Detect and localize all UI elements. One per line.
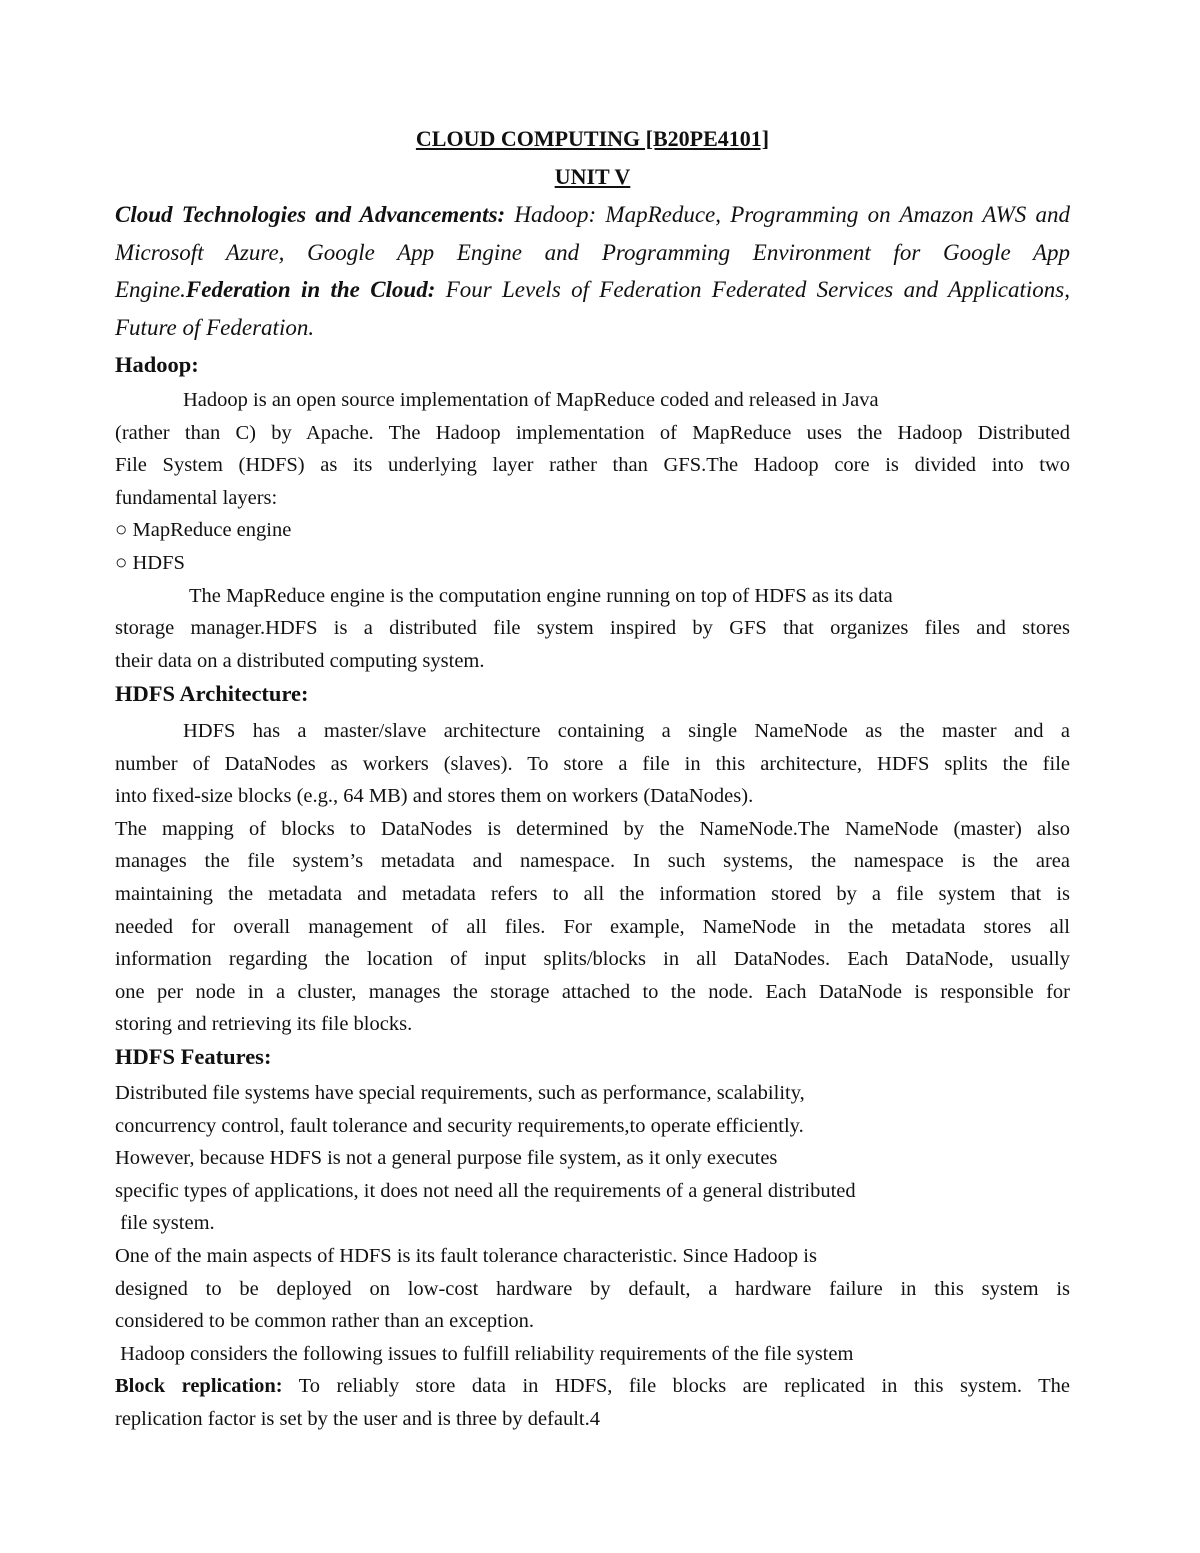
hadoop-body <box>115 384 1070 677</box>
text-line: manages the file system’s metadata and namespace. In such systems, the namespace is the area <box>115 850 1070 873</box>
architecture-heading: HDFS Architecture: <box>115 681 309 706</box>
text-line: one per node in a cluster, manages the storage attached to the node. Each DataNode is responsible for <box>115 980 1070 1003</box>
text-line: The mapping of blocks to DataNodes is determined by the NameNode.The NameNode (master) also <box>115 817 1070 840</box>
text-line: replication factor is set by the user and is three by default.4 <box>115 1407 601 1430</box>
text-line: concurrency control, fault tolerance and security requirements,to operate efficiently. <box>115 1114 804 1137</box>
features-body <box>115 1077 1070 1436</box>
list-item: ○ HDFS <box>115 551 185 574</box>
text-line: However, because HDFS is not a general purpose file system, as it only executes <box>115 1147 778 1170</box>
text-line: storing and retrieving its file blocks. <box>115 1013 413 1036</box>
syllabus-lead-1: Cloud Technologies and Advancements: <box>115 202 506 227</box>
text-line: designed to be deployed on low-cost hardware by default, a hardware failure in this system is <box>115 1277 1070 1300</box>
text-line: File System (HDFS) as its underlying layer rather than GFS.The Hadoop core is divided into two <box>115 454 1070 477</box>
features-heading: HDFS Features: <box>115 1044 272 1069</box>
architecture-body <box>115 715 1070 1041</box>
text-line: needed for overall management of all files. For example, NameNode in the metadata stores all <box>115 915 1070 938</box>
block-replication-text: To reliably store data in HDFS, file blocks are replicated in this system. The <box>282 1375 1070 1398</box>
hadoop-heading: Hadoop: <box>115 352 199 377</box>
text-line: number of DataNodes as workers (slaves). To store a file in this architecture, HDFS splits the file <box>115 752 1070 775</box>
text-line: specific types of applications, it does not need all the requirements of a general distributed <box>115 1179 856 1202</box>
syllabus-text-2: Four Levels of Federation Federated Services and Applications, Future of Federation. <box>115 277 1070 340</box>
course-title: CLOUD COMPUTING [B20PE4101] <box>415 126 770 151</box>
syllabus-lead-2: Federation in the Cloud: <box>185 277 436 302</box>
text-line: fundamental layers: <box>115 486 278 509</box>
text-line: file system. <box>115 1212 215 1235</box>
text-line: One of the main aspects of HDFS is its fault tolerance characteristic. Since Hadoop is <box>115 1244 817 1267</box>
text-line: storage manager.HDFS is a distributed file system inspired by GFS that organizes files and stores <box>115 617 1070 640</box>
text-line: maintaining the metadata and metadata refers to all the information stored by a file system that is <box>115 882 1070 905</box>
text-line: Hadoop considers the following issues to fulfill reliability requirements of the file system <box>115 1342 854 1365</box>
text-line: into fixed-size blocks (e.g., 64 MB) and stores them on workers (DataNodes). <box>115 785 754 808</box>
text-line: Hadoop is an open source implementation of MapReduce coded and released in Java <box>183 389 879 411</box>
list-item: ○ MapReduce engine <box>115 519 292 542</box>
unit-title: UNIT V <box>554 164 631 189</box>
unit-syllabus <box>115 196 1070 346</box>
syllabus-text-1: Hadoop: MapReduce, Programming on Amazon AWS and Microsoft Azure, Google App Engine and Programming Environment for Google App Engine. <box>115 202 1070 302</box>
text-line: considered to be common rather than an exception. <box>115 1310 534 1333</box>
text-line: information regarding the location of input splits/blocks in all DataNodes. Each DataNode, usually <box>115 948 1070 971</box>
text-line: The MapReduce engine is the computation engine running on top of HDFS as its data <box>189 584 893 607</box>
text-line: Distributed file systems have special requirements, such as performance, scalability, <box>115 1082 805 1104</box>
text-line: their data on a distributed computing system. <box>115 649 485 672</box>
text-line: HDFS has a master/slave architecture containing a single NameNode as the master and a <box>183 720 1070 742</box>
text-line: (rather than C) by Apache. The Hadoop implementation of MapReduce uses the Hadoop Distributed <box>115 421 1070 444</box>
block-replication-line <box>115 1370 1070 1403</box>
block-replication-lead: Block replication: <box>115 1375 283 1398</box>
